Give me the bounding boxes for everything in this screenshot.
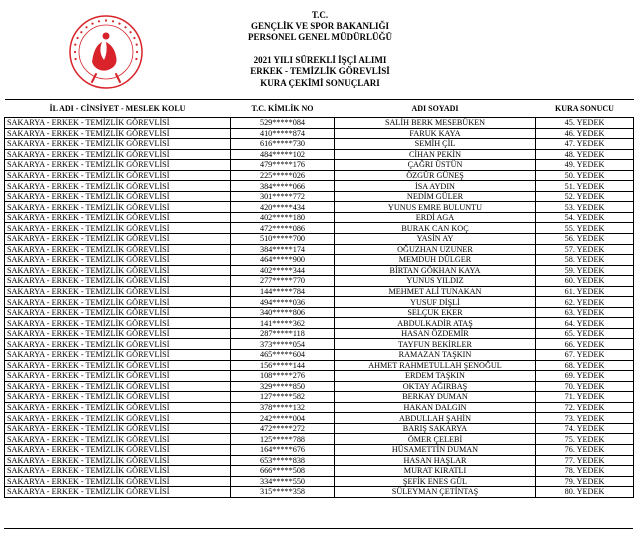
cell-province-gender-job: SAKARYA - ERKEK - TEMİZLİK GÖREVLİSİ bbox=[5, 487, 231, 498]
cell-lottery-result: 54. YEDEK bbox=[536, 212, 634, 223]
cell-province-gender-job: SAKARYA - ERKEK - TEMİZLİK GÖREVLİSİ bbox=[5, 286, 231, 297]
cell-lottery-result: 73. YEDEK bbox=[536, 413, 634, 424]
cell-province-gender-job: SAKARYA - ERKEK - TEMİZLİK GÖREVLİSİ bbox=[5, 434, 231, 445]
lottery-results-table bbox=[4, 99, 634, 498]
cell-full-name: YUSUF DİŞLİ bbox=[335, 297, 536, 308]
cell-province-gender-job: SAKARYA - ERKEK - TEMİZLİK GÖREVLİSİ bbox=[5, 265, 231, 276]
table-row bbox=[5, 307, 634, 318]
table-row bbox=[5, 328, 634, 339]
cell-id-number: 242*****004 bbox=[231, 413, 335, 424]
header-line-tc: T.C. bbox=[311, 10, 329, 20]
cell-full-name: ERDİ AGA bbox=[335, 212, 536, 223]
cell-full-name: FARUK KAYA bbox=[335, 128, 536, 139]
cell-province-gender-job: SAKARYA - ERKEK - TEMİZLİK GÖREVLİSİ bbox=[5, 466, 231, 477]
cell-lottery-result: 57. YEDEK bbox=[536, 244, 634, 255]
cell-id-number: 402*****180 bbox=[231, 212, 335, 223]
cell-lottery-result: 47. YEDEK bbox=[536, 139, 634, 150]
table-row bbox=[5, 223, 634, 234]
ministry-logo-icon bbox=[66, 12, 146, 92]
cell-province-gender-job: SAKARYA - ERKEK - TEMİZLİK GÖREVLİSİ bbox=[5, 234, 231, 245]
table-row bbox=[5, 181, 634, 192]
table-row bbox=[5, 212, 634, 223]
cell-lottery-result: 49. YEDEK bbox=[536, 160, 634, 171]
table-row bbox=[5, 466, 634, 477]
cell-id-number: 277*****770 bbox=[231, 276, 335, 287]
cell-lottery-result: 75. YEDEK bbox=[536, 434, 634, 445]
cell-id-number: 653*****838 bbox=[231, 455, 335, 466]
cell-province-gender-job: SAKARYA - ERKEK - TEMİZLİK GÖREVLİSİ bbox=[5, 191, 231, 202]
cell-id-number: 510*****700 bbox=[231, 234, 335, 245]
table-row bbox=[5, 255, 634, 266]
cell-id-number: 384*****174 bbox=[231, 244, 335, 255]
cell-full-name: OKTAY AĞIRBAŞ bbox=[335, 381, 536, 392]
cell-full-name: RAMAZAN TAŞKIN bbox=[335, 350, 536, 361]
cell-lottery-result: 64. YEDEK bbox=[536, 318, 634, 329]
cell-full-name: HASAN ÖZDEMİR bbox=[335, 328, 536, 339]
cell-full-name: SALİH BERK MESEBÜKEN bbox=[335, 118, 536, 129]
cell-full-name: MEHMET ALİ TUNAKAN bbox=[335, 286, 536, 297]
table-row bbox=[5, 128, 634, 139]
cell-province-gender-job: SAKARYA - ERKEK - TEMİZLİK GÖREVLİSİ bbox=[5, 255, 231, 266]
cell-province-gender-job: SAKARYA - ERKEK - TEMİZLİK GÖREVLİSİ bbox=[5, 149, 231, 160]
cell-full-name: AHMET RAHMETULLAH ŞENOĞUL bbox=[335, 360, 536, 371]
header-line-results-title: KURA ÇEKİMİ SONUÇLARI bbox=[260, 78, 380, 88]
cell-lottery-result: 67. YEDEK bbox=[536, 350, 634, 361]
cell-id-number: 472*****272 bbox=[231, 423, 335, 434]
cell-province-gender-job: SAKARYA - ERKEK - TEMİZLİK GÖREVLİSİ bbox=[5, 212, 231, 223]
cell-lottery-result: 59. YEDEK bbox=[536, 265, 634, 276]
cell-province-gender-job: SAKARYA - ERKEK - TEMİZLİK GÖREVLİSİ bbox=[5, 139, 231, 150]
cell-lottery-result: 68. YEDEK bbox=[536, 360, 634, 371]
cell-province-gender-job: SAKARYA - ERKEK - TEMİZLİK GÖREVLİSİ bbox=[5, 297, 231, 308]
table-row bbox=[5, 444, 634, 455]
cell-full-name: ŞEFİK ENES GÜL bbox=[335, 476, 536, 487]
cell-id-number: 144*****784 bbox=[231, 286, 335, 297]
cell-lottery-result: 69. YEDEK bbox=[536, 371, 634, 382]
cell-lottery-result: 50. YEDEK bbox=[536, 170, 634, 181]
cell-lottery-result: 80. YEDEK bbox=[536, 487, 634, 498]
cell-id-number: 479*****176 bbox=[231, 160, 335, 171]
cell-full-name: ABDULLAH ŞAHİN bbox=[335, 413, 536, 424]
table-row bbox=[5, 455, 634, 466]
cell-province-gender-job: SAKARYA - ERKEK - TEMİZLİK GÖREVLİSİ bbox=[5, 350, 231, 361]
cell-lottery-result: 56. YEDEK bbox=[536, 234, 634, 245]
cell-lottery-result: 55. YEDEK bbox=[536, 223, 634, 234]
cell-lottery-result: 66. YEDEK bbox=[536, 339, 634, 350]
cell-id-number: 464*****900 bbox=[231, 255, 335, 266]
table-header-row bbox=[5, 100, 634, 118]
document-header bbox=[0, 0, 636, 100]
cell-full-name: ERDEM TAŞKIN bbox=[335, 371, 536, 382]
cell-lottery-result: 78. YEDEK bbox=[536, 466, 634, 477]
cell-province-gender-job: SAKARYA - ERKEK - TEMİZLİK GÖREVLİSİ bbox=[5, 276, 231, 287]
cell-lottery-result: 77. YEDEK bbox=[536, 455, 634, 466]
table-row bbox=[5, 402, 634, 413]
cell-lottery-result: 58. YEDEK bbox=[536, 255, 634, 266]
cell-lottery-result: 51. YEDEK bbox=[536, 181, 634, 192]
cell-province-gender-job: SAKARYA - ERKEK - TEMİZLİK GÖREVLİSİ bbox=[5, 423, 231, 434]
cell-id-number: 329*****850 bbox=[231, 381, 335, 392]
cell-lottery-result: 72. YEDEK bbox=[536, 402, 634, 413]
column-header-full-name: ADI SOYADI bbox=[335, 100, 536, 118]
cell-lottery-result: 45. YEDEK bbox=[536, 118, 634, 129]
table-row bbox=[5, 318, 634, 329]
cell-province-gender-job: SAKARYA - ERKEK - TEMİZLİK GÖREVLİSİ bbox=[5, 392, 231, 403]
cell-full-name: SELÇUK EKER bbox=[335, 307, 536, 318]
column-header-id-number: T.C. KİMLİK NO bbox=[231, 100, 335, 118]
cell-province-gender-job: SAKARYA - ERKEK - TEMİZLİK GÖREVLİSİ bbox=[5, 402, 231, 413]
cell-id-number: 420*****434 bbox=[231, 202, 335, 213]
cell-lottery-result: 76. YEDEK bbox=[536, 444, 634, 455]
cell-lottery-result: 63. YEDEK bbox=[536, 307, 634, 318]
cell-id-number: 384*****066 bbox=[231, 181, 335, 192]
table-row bbox=[5, 434, 634, 445]
cell-province-gender-job: SAKARYA - ERKEK - TEMİZLİK GÖREVLİSİ bbox=[5, 244, 231, 255]
cell-id-number: 465*****604 bbox=[231, 350, 335, 361]
table-row bbox=[5, 160, 634, 171]
cell-province-gender-job: SAKARYA - ERKEK - TEMİZLİK GÖREVLİSİ bbox=[5, 360, 231, 371]
table-bottom-rule bbox=[4, 528, 633, 529]
header-line-recruitment: 2021 YILI SÜREKLİ İŞÇİ ALIMI bbox=[253, 55, 387, 65]
cell-id-number: 373*****054 bbox=[231, 339, 335, 350]
table-row bbox=[5, 286, 634, 297]
cell-id-number: 666*****508 bbox=[231, 466, 335, 477]
cell-id-number: 484*****102 bbox=[231, 149, 335, 160]
table-row bbox=[5, 234, 634, 245]
cell-id-number: 125*****788 bbox=[231, 434, 335, 445]
cell-full-name: HÜSAMETTİN DUMAN bbox=[335, 444, 536, 455]
cell-province-gender-job: SAKARYA - ERKEK - TEMİZLİK GÖREVLİSİ bbox=[5, 371, 231, 382]
cell-province-gender-job: SAKARYA - ERKEK - TEMİZLİK GÖREVLİSİ bbox=[5, 328, 231, 339]
cell-id-number: 340*****806 bbox=[231, 307, 335, 318]
cell-full-name: MEMDUH DÜLGER bbox=[335, 255, 536, 266]
cell-id-number: 616*****730 bbox=[231, 139, 335, 150]
cell-lottery-result: 71. YEDEK bbox=[536, 392, 634, 403]
cell-full-name: BİRTAN GÖKHAN KAYA bbox=[335, 265, 536, 276]
cell-id-number: 156*****144 bbox=[231, 360, 335, 371]
table-row bbox=[5, 392, 634, 403]
header-line-ministry: GENÇLİK VE SPOR BAKANLIĞI bbox=[250, 21, 390, 31]
cell-id-number: 127*****582 bbox=[231, 392, 335, 403]
table-row bbox=[5, 487, 634, 498]
cell-province-gender-job: SAKARYA - ERKEK - TEMİZLİK GÖREVLİSİ bbox=[5, 476, 231, 487]
cell-province-gender-job: SAKARYA - ERKEK - TEMİZLİK GÖREVLİSİ bbox=[5, 181, 231, 192]
cell-full-name: YASİN AY bbox=[335, 234, 536, 245]
cell-id-number: 334*****550 bbox=[231, 476, 335, 487]
table-row bbox=[5, 139, 634, 150]
cell-id-number: 410*****874 bbox=[231, 128, 335, 139]
cell-full-name: SEMİH ÇİL bbox=[335, 139, 536, 150]
table-row bbox=[5, 339, 634, 350]
cell-province-gender-job: SAKARYA - ERKEK - TEMİZLİK GÖREVLİSİ bbox=[5, 118, 231, 129]
cell-province-gender-job: SAKARYA - ERKEK - TEMİZLİK GÖREVLİSİ bbox=[5, 381, 231, 392]
cell-id-number: 108*****276 bbox=[231, 371, 335, 382]
cell-full-name: HAKAN DALGIN bbox=[335, 402, 536, 413]
table-row bbox=[5, 276, 634, 287]
cell-lottery-result: 48. YEDEK bbox=[536, 149, 634, 160]
table-row bbox=[5, 149, 634, 160]
cell-full-name: OĞUZHAN UZUNER bbox=[335, 244, 536, 255]
cell-lottery-result: 52. YEDEK bbox=[536, 191, 634, 202]
cell-full-name: ÖMER ÇELEBİ bbox=[335, 434, 536, 445]
cell-full-name: MURAT KIRATLI bbox=[335, 466, 536, 477]
cell-id-number: 287*****118 bbox=[231, 328, 335, 339]
table-row bbox=[5, 170, 634, 181]
cell-full-name: SÜLEYMAN ÇETİNTAŞ bbox=[335, 487, 536, 498]
cell-id-number: 529*****084 bbox=[231, 118, 335, 129]
column-header-province-gender-job: İL ADI - CİNSİYET - MESLEK KOLU bbox=[5, 100, 231, 118]
table-row bbox=[5, 350, 634, 361]
cell-lottery-result: 79. YEDEK bbox=[536, 476, 634, 487]
header-line-position: ERKEK - TEMİZLİK GÖREVLİSİ bbox=[250, 66, 390, 76]
cell-full-name: YUNUS EMRE BULUNTU bbox=[335, 202, 536, 213]
cell-lottery-result: 74. YEDEK bbox=[536, 423, 634, 434]
table-row bbox=[5, 202, 634, 213]
cell-lottery-result: 62. YEDEK bbox=[536, 297, 634, 308]
cell-full-name: TAYFUN BEKİRLER bbox=[335, 339, 536, 350]
cell-id-number: 225*****026 bbox=[231, 170, 335, 181]
cell-lottery-result: 61. YEDEK bbox=[536, 286, 634, 297]
cell-full-name: ÇAĞRI ÜSTÜN bbox=[335, 160, 536, 171]
cell-id-number: 378*****132 bbox=[231, 402, 335, 413]
column-header-lottery-result: KURA SONUCU bbox=[536, 100, 634, 118]
cell-full-name: YUNUS YILDIZ bbox=[335, 276, 536, 287]
cell-province-gender-job: SAKARYA - ERKEK - TEMİZLİK GÖREVLİSİ bbox=[5, 444, 231, 455]
table-row bbox=[5, 413, 634, 424]
cell-full-name: ABDULKADİR ATAŞ bbox=[335, 318, 536, 329]
cell-full-name: CİHAN PEKİN bbox=[335, 149, 536, 160]
cell-province-gender-job: SAKARYA - ERKEK - TEMİZLİK GÖREVLİSİ bbox=[5, 318, 231, 329]
table-row bbox=[5, 476, 634, 487]
cell-lottery-result: 70. YEDEK bbox=[536, 381, 634, 392]
cell-id-number: 472*****086 bbox=[231, 223, 335, 234]
cell-province-gender-job: SAKARYA - ERKEK - TEMİZLİK GÖREVLİSİ bbox=[5, 128, 231, 139]
cell-full-name: ÖZGÜR GÜNEŞ bbox=[335, 170, 536, 181]
cell-id-number: 141*****362 bbox=[231, 318, 335, 329]
table-row bbox=[5, 191, 634, 202]
table-row bbox=[5, 297, 634, 308]
cell-lottery-result: 65. YEDEK bbox=[536, 328, 634, 339]
table-row bbox=[5, 423, 634, 434]
cell-full-name: BARIŞ SAKARYA bbox=[335, 423, 536, 434]
cell-province-gender-job: SAKARYA - ERKEK - TEMİZLİK GÖREVLİSİ bbox=[5, 413, 231, 424]
cell-province-gender-job: SAKARYA - ERKEK - TEMİZLİK GÖREVLİSİ bbox=[5, 202, 231, 213]
cell-id-number: 315*****358 bbox=[231, 487, 335, 498]
table-row bbox=[5, 381, 634, 392]
cell-lottery-result: 60. YEDEK bbox=[536, 276, 634, 287]
table-row bbox=[5, 118, 634, 129]
cell-lottery-result: 53. YEDEK bbox=[536, 202, 634, 213]
table-row bbox=[5, 265, 634, 276]
table-row bbox=[5, 360, 634, 371]
header-line-directorate: PERSONEL GENEL MÜDÜRLÜĞÜ bbox=[247, 32, 393, 42]
cell-id-number: 494*****036 bbox=[231, 297, 335, 308]
cell-full-name: BURAK CAN KOÇ bbox=[335, 223, 536, 234]
cell-id-number: 402*****344 bbox=[231, 265, 335, 276]
cell-lottery-result: 46. YEDEK bbox=[536, 128, 634, 139]
cell-province-gender-job: SAKARYA - ERKEK - TEMİZLİK GÖREVLİSİ bbox=[5, 307, 231, 318]
cell-full-name: HASAN HAŞLAR bbox=[335, 455, 536, 466]
cell-full-name: İSA AYDIN bbox=[335, 181, 536, 192]
cell-id-number: 301*****772 bbox=[231, 191, 335, 202]
cell-province-gender-job: SAKARYA - ERKEK - TEMİZLİK GÖREVLİSİ bbox=[5, 339, 231, 350]
cell-province-gender-job: SAKARYA - ERKEK - TEMİZLİK GÖREVLİSİ bbox=[5, 455, 231, 466]
cell-province-gender-job: SAKARYA - ERKEK - TEMİZLİK GÖREVLİSİ bbox=[5, 170, 231, 181]
cell-full-name: BERKAY DUMAN bbox=[335, 392, 536, 403]
cell-province-gender-job: SAKARYA - ERKEK - TEMİZLİK GÖREVLİSİ bbox=[5, 160, 231, 171]
table-row bbox=[5, 244, 634, 255]
cell-id-number: 164*****676 bbox=[231, 444, 335, 455]
cell-province-gender-job: SAKARYA - ERKEK - TEMİZLİK GÖREVLİSİ bbox=[5, 223, 231, 234]
cell-full-name: NEDİM GÜLER bbox=[335, 191, 536, 202]
table-row bbox=[5, 371, 634, 382]
